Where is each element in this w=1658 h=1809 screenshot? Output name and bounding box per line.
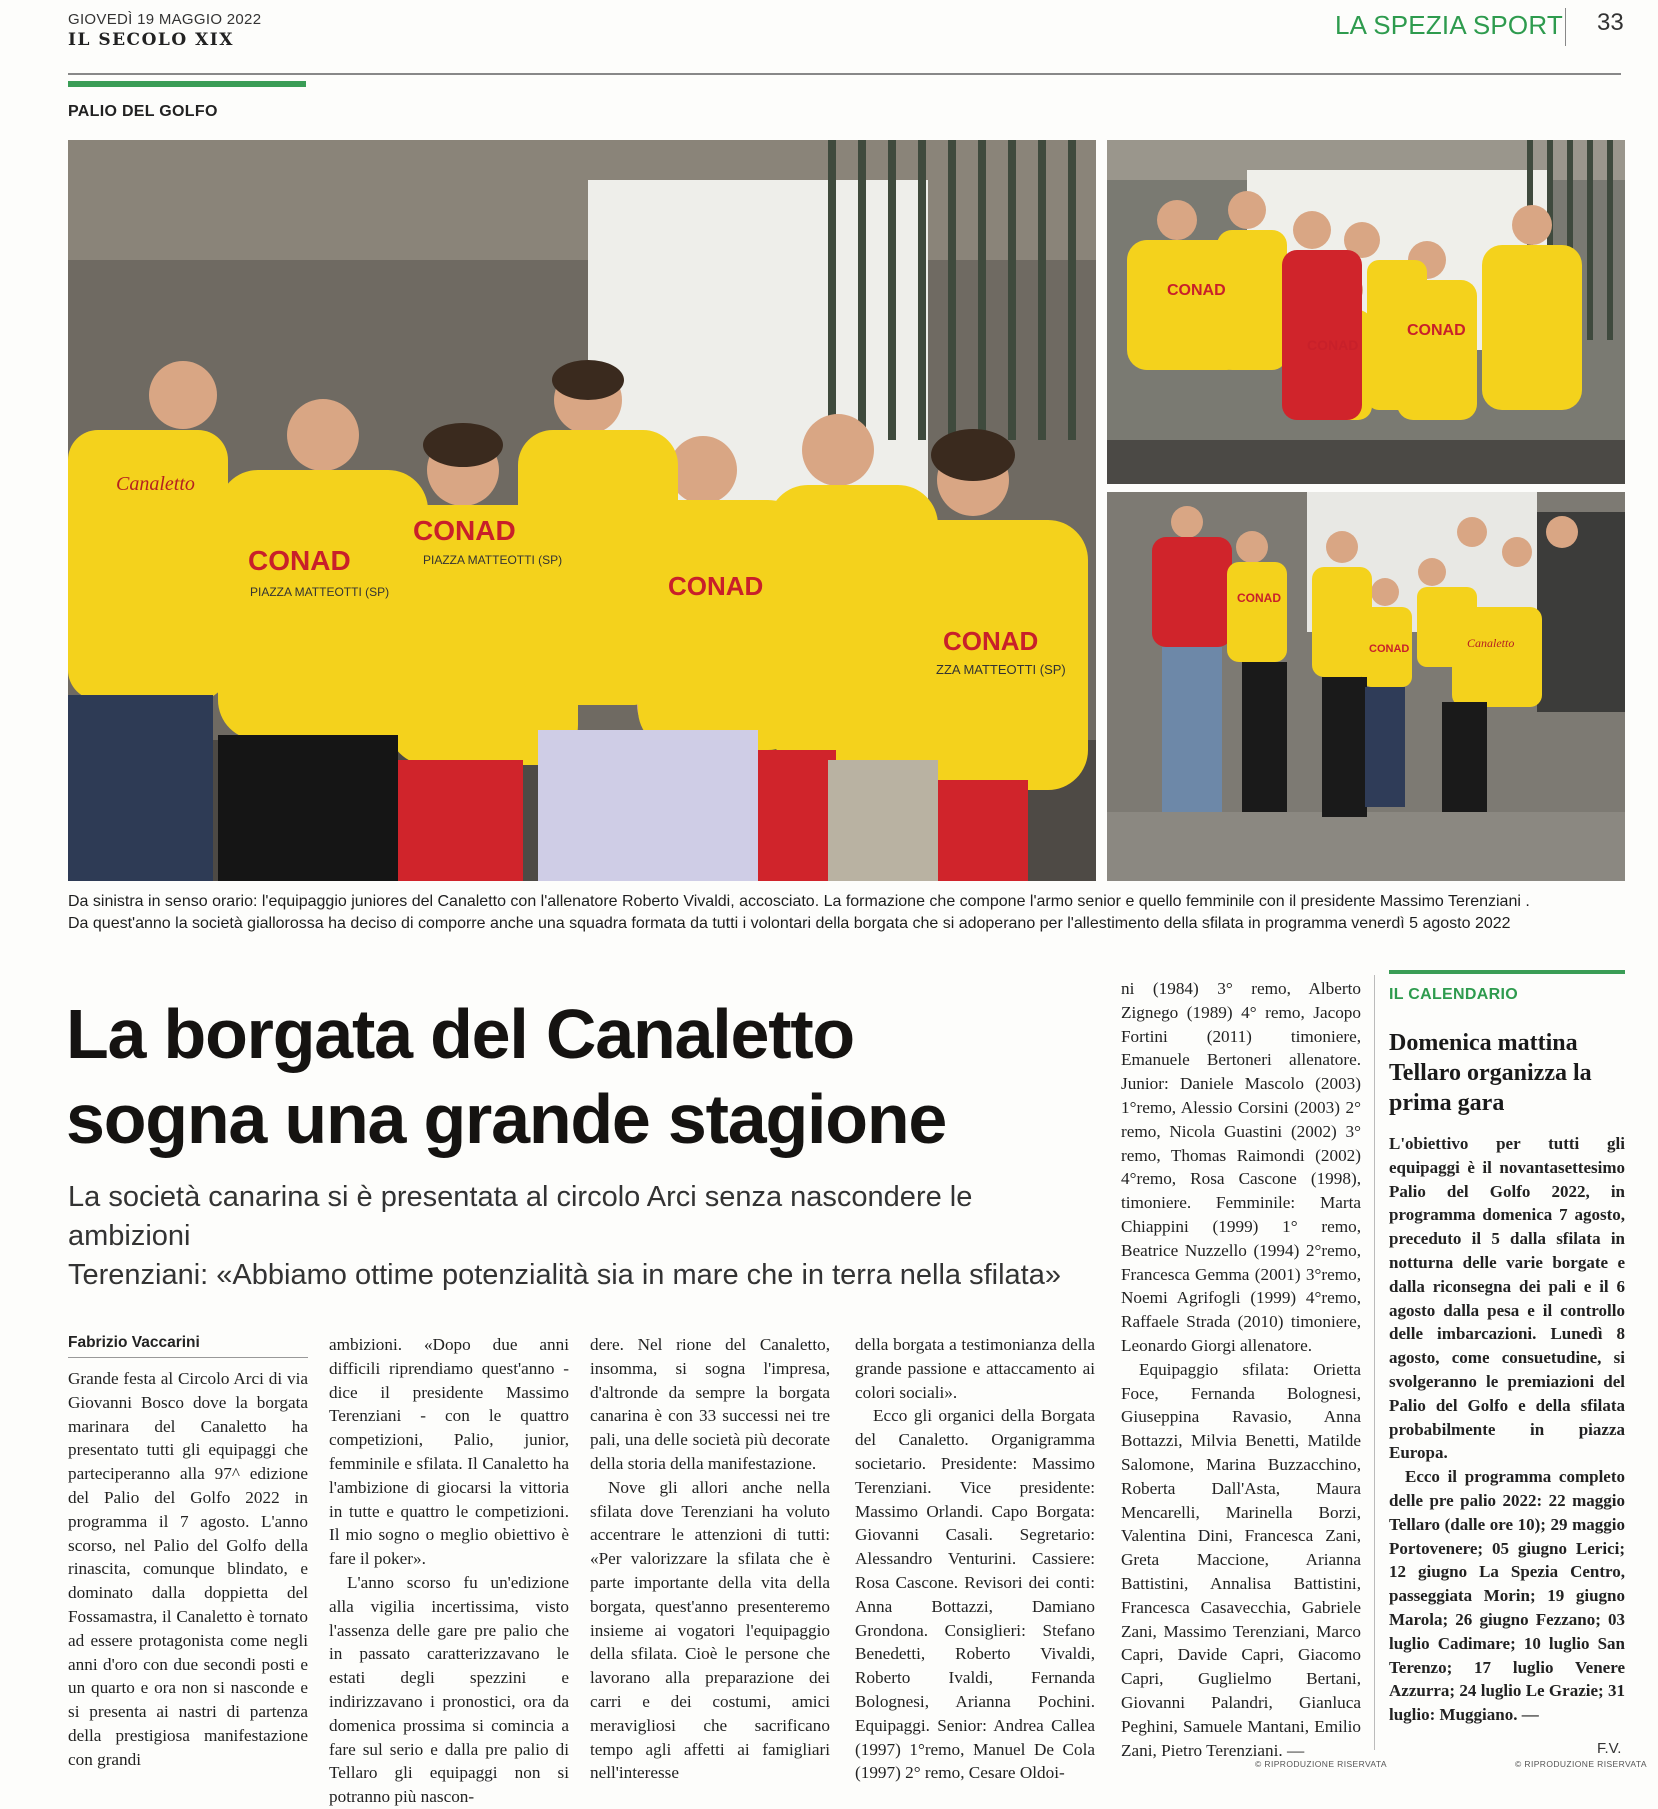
headline-line: sogna una grande stagione <box>66 1080 947 1158</box>
kicker-accent-bar <box>68 81 306 87</box>
paragraph: ni (1984) 3° remo, Alberto Zignego (1989) 4° remo, Jacopo Fortini (2011) timoniere, Emanuele Bertoneri allenatore. Junior: Daniele Mascolo (2003) 1°remo, Alessio Corsini (2003) 2° remo, Nicola Guastini (2002) 3° remo, Thomas Raimondi (2002) 4°remo, Rosa Cascone (1998), timoniere. Femminile: Marta Chiappini (1999) 1° remo, Beatrice Nuzzello (1994) 2°remo, Francesca Gemma (2001) 3°remo, Noemi Agrifogli (1999) 4°remo, Raffaele Strada (2010) timoniere, Leonardo Giorgi allenatore. <box>1121 979 1361 1355</box>
caption-line: Da sinistra in senso orario: l'equipaggio juniores del Canaletto con l'allenatore Roberto Vivaldi, accosciato. La formazione che compone l'armo senior e quello femminile con il presidente Massimo Terenziani . <box>68 893 1530 910</box>
paragraph: L'anno scorso fu un'edizione alla vigilia incertissima, visto l'assenza delle gare pre palio che in passato caratterizzavano le estati degli spezzini e indirizzavano i pronostici, ora da domenica prossima si comincia a fare sul serio e dalla pre palio di Tellaro gli equipaggi non si potranno più nascon- <box>329 1572 569 1807</box>
shirt-text-conad: CONAD <box>943 626 1039 656</box>
page-number: 33 <box>1597 9 1624 36</box>
shirt-text-canaletto: Canaletto <box>1467 636 1515 650</box>
sidebar-body <box>1389 1132 1625 1727</box>
header-divider <box>1565 8 1566 46</box>
shirt-text-sponsor: PIAZZA MATTEOTTI (SP) <box>250 585 390 599</box>
paragraph: Equipaggio sfilata: Orietta Foce, Fernanda Bolognesi, Giuseppina Ravasio, Anna Bottazzi, Milvia Benetti, Matilde Salomone, Marina Buzzacchino, Roberta Dall'Asta, Maura Mencarelli, Marinella Borzi, Valentina Dini, Francesca Zani, Greta Maccione, Arianna Battistini, Annalisa Battistini, Francesca Casavecchia, Gabriele Zani, Massimo Terenziani, Marco Capri, Davide Capri, Giacomo Capri, Guglielmo Bertani, Giovanni Palandri, Gianluca Peghini, Samuele Mantani, Emilio Zani, Pietro Terenziani. — <box>1121 1359 1361 1760</box>
paragraph: Ecco gli organici della Borgata del Canaletto. Organigramma societario. Presidente: Massimo Terenziani. Vice presidente: Massimo Orlandi. Capo Borgata: Giovanni Casali. Segretario: Alessandro Venturini. Cassiere: Rosa Cascone. Revisori dei conti: Anna Bottazzi, Damiano Grondona. Consiglieri: Stefano Benedetti, Roberto Vivaldi, Roberto Ivaldi, Fernanda Bolognesi, Arianna Pochini. Equipaggi. Senior: Andrea Callea (1997) 1°remo, Manuel De Cola (1997) 2° remo, Cesare Oldoi- <box>855 1406 1095 1783</box>
paragraph: L'obiettivo per tutti gli equipaggi è il novantasettesimo Palio del Golfo 2022, in programma domenica 7 agosto, preceduto il 5 dalla sfilata in notturna delle varie borgate e dalla riconsegna dei pali e il 6 agosto dalla pesa e il controllo delle imbarcazioni. Lunedì 8 agosto, come consuetudine, si svolgeranno le premiazioni del Palio del Golfo e della sfilata probabilmente in piazza Europa. <box>1389 1134 1625 1463</box>
subheadline <box>68 1178 1078 1295</box>
sidebar-kicker: IL CALENDARIO <box>1389 986 1518 1003</box>
subhead-line: La società canarina si è presentata al circolo Arci senza nascondere le ambizioni <box>68 1181 973 1252</box>
article-column-3 <box>590 1333 830 1785</box>
sidebar-title: Domenica mattina Tellaro organizza la prima gara <box>1389 1030 1592 1116</box>
newspaper-name: IL SECOLO XIX <box>68 30 234 50</box>
parade-crew-photo <box>1107 492 1625 881</box>
shirt-text-conad: CONAD <box>1369 643 1410 655</box>
article-kicker: PALIO DEL GOLFO <box>68 103 218 120</box>
paragraph: dere. Nel rione del Canaletto, insomma, si sogna l'impresa, d'altronde da sempre la borgata canarina è con 33 successi nei tre pali, una delle società più decorate della storia della manifestazione. <box>590 1335 830 1473</box>
shirt-text-conad: CONAD <box>1167 282 1226 299</box>
shirt-text-conad: CONAD <box>248 545 351 576</box>
byline-rule <box>68 1357 308 1358</box>
article-column-5 <box>1121 977 1361 1762</box>
byline: Fabrizio Vaccarini <box>68 1334 200 1351</box>
paragraph: Nove gli allori anche nella sfilata dove Terenziani ha voluto accentrare le attenzioni di tutti: «Per valorizzare la sfilata che è parte importante della vita della borgata, quest'anno presenteremo insieme ai vogatori l'equipaggio della sfilata. Cioè le persone che lavorano alla preparazione dei carri e dei costumi, amici meravigliosi che sacrificano tempo agli affetti ai famigliari nell'interesse <box>590 1477 830 1783</box>
header-rule <box>68 73 1621 75</box>
shirt-text-conad: CONAD <box>1407 322 1466 339</box>
article-column-2 <box>329 1333 569 1809</box>
shirt-text-sponsor: ZZA MATTEOTTI (SP) <box>936 662 1066 677</box>
shirt-text-conad: CONAD <box>668 571 764 601</box>
shirt-text-conad: CONAD <box>1237 591 1281 605</box>
paragraph: Grande festa al Circolo Arci di via Giovanni Bosco dove la borgata marinara del Canaletto ha presentato tutti gli equipaggi che parteciperanno alla 97^ edizione del Palio del Golfo 2022 in programma il 7 agosto. L'anno scorso, nel Palio del Golfo della rinascita, comunque blindato, e dominato dalla doppietta del Fossamastra, il Canaletto è tornato ad essere protagonista come negli anni d'oro con due secondi posti e un quarto e ora non si nasconde e si presenta ai nastri di partenza della prestigiosa manifestazione con grandi <box>68 1369 308 1769</box>
article-column-1 <box>68 1367 308 1772</box>
shirt-text-sponsor: PIAZZA MATTEOTTI (SP) <box>423 553 563 567</box>
photo-caption <box>68 891 1625 935</box>
paragraph: Ecco il programma completo delle pre palio 2022: 22 maggio Tellaro (dalle ore 10); 29 maggio Portovenere; 05 giugno Lerici; 12 giugno La Spezia Centro, passeggiata Morin; 19 giugno Marola; 26 giugno Fezzano; 03 luglio Cadimare; 10 luglio San Terenzo; 17 luglio Venere Azzurra; 24 luglio Le Grazie; 31 luglio: Muggiano. — <box>1389 1467 1625 1725</box>
shirt-text-conad: CONAD <box>413 515 516 546</box>
section-title: LA SPEZIA SPORT <box>1335 10 1563 40</box>
headline <box>66 992 1076 1162</box>
caption-line: Da quest'anno la società giallorossa ha deciso di comporre anche una squadra formata da tutti i volontari della borgata che si adoperano per l'allestimento della sfilata in programma venerdì 5 agosto 2022 <box>68 915 1511 932</box>
shirt-text-conad: CONAD <box>1307 337 1359 353</box>
sidebar-signature: F.V. <box>1597 1740 1622 1757</box>
main-team-photo <box>68 140 1096 881</box>
headline-line: La borgata del Canaletto <box>66 995 854 1073</box>
copyright-notice: © RIPRODUZIONE RISERVATA <box>1255 1759 1387 1769</box>
paragraph: ambizioni. «Dopo due anni difficili riprendiamo quest'anno - dice il presidente Massimo Terenziani - con le quattro competizioni, Palio, junior, femminile e sfilata. Il Canaletto ha l'ambizione di giocarsi la vittoria in tutte e quattro le competizioni. Il mio sogno o meglio obiettivo è fare il poker». <box>329 1335 569 1569</box>
issue-date: GIOVEDÌ 19 MAGGIO 2022 <box>68 11 262 28</box>
shirt-text-canaletto: Canaletto <box>116 473 195 495</box>
paragraph: della borgata a testimonianza della grande passione e attaccamento ai colori sociali». <box>855 1335 1095 1402</box>
article-column-4 <box>855 1333 1095 1785</box>
sidebar-accent-bar <box>1389 970 1625 974</box>
copyright-notice: © RIPRODUZIONE RISERVATA <box>1515 1759 1647 1769</box>
senior-team-photo <box>1107 140 1625 484</box>
sidebar-divider <box>1374 975 1375 1750</box>
subhead-line: Terenziani: «Abbiamo ottime potenzialità sia in mare che in terra nella sfilata» <box>68 1259 1061 1291</box>
